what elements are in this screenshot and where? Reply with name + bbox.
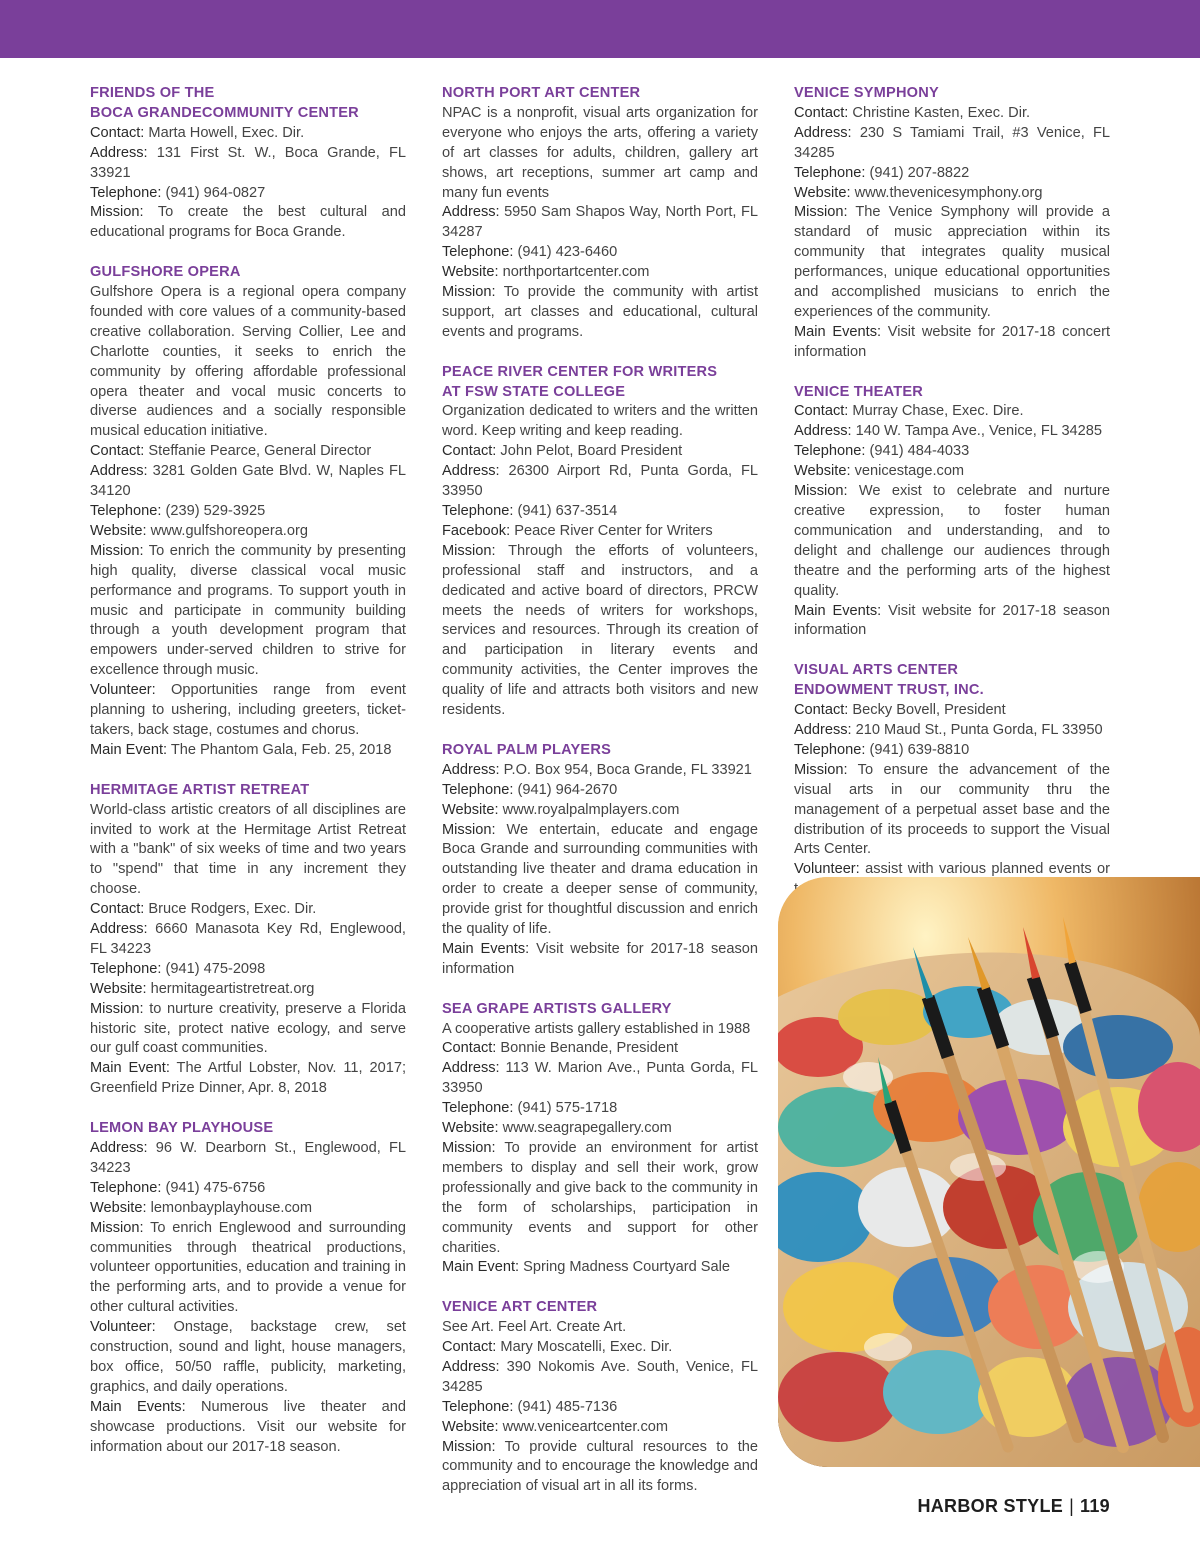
field-label: Telephone: xyxy=(794,443,866,460)
page-footer xyxy=(917,1494,1110,1518)
field-value: Visit website for 2017-18 season information xyxy=(794,602,1110,639)
field-value: To create the best cultural and educational programs for Boca Grande. xyxy=(90,204,407,241)
field-value: (941) 964-0827 xyxy=(165,184,266,201)
entry-title: HERMITAGE ARTIST RETREAT xyxy=(90,781,310,798)
field-value: (941) 207-8822 xyxy=(869,164,970,181)
entry-title: NORTH PORT ART CENTER xyxy=(442,85,641,101)
field-value: P.O. Box 954, Boca Grande, FL 33921 xyxy=(503,761,752,778)
directory-entry xyxy=(442,84,758,343)
entry-field xyxy=(442,522,758,542)
magazine-name: HARBOR STYLE xyxy=(917,1496,1064,1516)
entry-description: World-class artistic creators of all disciplines are invited to work at the Hermitage Artist Retreat with a "bank" of six weeks of time and two years to "spend" that time in any increment they choose. xyxy=(90,801,406,898)
entry-field xyxy=(90,1199,406,1219)
field-label: Website: xyxy=(794,463,851,480)
field-label: Telephone: xyxy=(442,781,514,798)
field-label: Telephone: xyxy=(442,244,514,261)
entry-field xyxy=(794,462,1110,482)
field-label: Mission: xyxy=(442,1139,496,1156)
field-value: Visit website for 2017-18 season information xyxy=(442,940,758,977)
directory-entry xyxy=(442,363,758,721)
entry-field xyxy=(442,940,758,980)
field-label: Website: xyxy=(442,1418,499,1435)
field-value: 6660 Manasota Key Rd, Englewood, FL 34223 xyxy=(90,921,406,957)
entry-title: PEACE RIVER CENTER FOR WRITERS xyxy=(442,363,718,380)
field-label: Address: xyxy=(90,1139,148,1156)
field-value: Bonnie Benande, President xyxy=(500,1040,679,1057)
field-value: Murray Chase, Exec. Dire. xyxy=(852,403,1024,420)
field-label: Website: xyxy=(794,184,851,201)
field-label: Main Events: xyxy=(794,602,882,619)
entry-field xyxy=(442,263,758,283)
entry-field xyxy=(442,1059,758,1099)
field-label: Contact: xyxy=(442,1339,497,1356)
field-label: Website: xyxy=(442,801,499,818)
field-value[interactable]: venicestage.com xyxy=(854,463,965,480)
field-label: Telephone: xyxy=(90,503,162,520)
field-value[interactable]: www.veniceartcenter.com xyxy=(502,1418,669,1435)
field-value: We exist to celebrate and nurture creative expression, to foster human communication and understanding, and to delight and challenge our audiences through theatre and the performing arts of the highest quality. xyxy=(794,483,1110,599)
field-value: 96 W. Dearborn St., Englewood, FL 34223 xyxy=(90,1139,406,1176)
field-value: Christine Kasten, Exec. Dir. xyxy=(852,104,1031,121)
entry-field xyxy=(90,980,406,1000)
entry-field xyxy=(442,462,758,502)
field-label: Contact: xyxy=(794,702,849,719)
entry-field xyxy=(442,1438,758,1498)
field-label: Mission: xyxy=(90,204,144,221)
field-label: Mission: xyxy=(90,542,144,559)
page-number: 119 xyxy=(1080,1496,1110,1516)
entry-field xyxy=(442,442,758,462)
entry-title: ENDOWMENT TRUST, INC. xyxy=(794,682,984,699)
directory-column-3 xyxy=(794,84,1110,940)
field-label: Website: xyxy=(90,980,147,997)
directory-entry xyxy=(794,84,1110,363)
directory-column-1 xyxy=(90,84,406,1477)
field-label: Mission: xyxy=(442,542,496,559)
field-label: Main Event: xyxy=(90,741,168,758)
field-value: To enrich the community by presenting high quality, diverse classical vocal music performance and programs. To support youth in music and participate in community building through a youth development program that empowers under-served children to strive for excellence through music. xyxy=(90,542,406,679)
entry-field xyxy=(794,104,1110,124)
directory-entry xyxy=(90,1119,406,1457)
field-label: Contact: xyxy=(794,403,849,420)
directory-entry xyxy=(90,263,406,761)
entry-title: VENICE THEATER xyxy=(794,383,924,400)
field-value: Opportunities range from event planning to ushering, including greeters, ticket-takers, back stage, costumes and chorus. xyxy=(90,682,406,738)
entry-description: A cooperative artists gallery established in 1988 xyxy=(442,1020,751,1037)
field-value: John Pelot, Board President xyxy=(500,443,683,460)
field-label: Mission: xyxy=(794,483,848,500)
field-label: Mission: xyxy=(90,1219,144,1236)
entry-field xyxy=(794,323,1110,363)
field-value: To provide cultural resources to the community and to encourage the knowledge and appreciation of visual art in all its forms. xyxy=(442,1438,758,1495)
entry-title: VISUAL ARTS CENTER xyxy=(794,662,959,679)
entry-description: Organization dedicated to writers and the written word. Keep writing and keep reading. xyxy=(442,403,758,440)
field-label: Address: xyxy=(442,1358,500,1375)
field-label: Contact: xyxy=(442,443,497,460)
field-value: to nurture creativity, preserve a Florida historic site, protect native ecology, and serve our gulf coast communities. xyxy=(90,1000,406,1057)
field-value: To ensure the advancement of the visual arts in our community thru the management of a perpetual asset base and the distribution of its proceeds to support the Visual Arts Center. xyxy=(794,761,1110,858)
field-label: Address: xyxy=(442,761,500,778)
field-value[interactable]: northportartcenter.com xyxy=(502,264,650,281)
directory-column-2 xyxy=(442,84,758,1517)
entry-title: LEMON BAY PLAYHOUSE xyxy=(90,1120,274,1137)
entry-title: VENICE ART CENTER xyxy=(442,1299,598,1316)
field-value: Visit website for 2017-18 concert information xyxy=(794,323,1110,360)
entry-field xyxy=(794,761,1110,861)
field-value: We entertain, educate and engage Boca Grande and surrounding communities with outstanding live theater and drama education in order to create a deeper sense of community, provide grist for thoughtful discussion and enrich the quality of life. xyxy=(442,821,758,938)
field-label: Telephone: xyxy=(442,1100,514,1117)
field-value[interactable]: www.thevenicesymphony.org xyxy=(854,184,1043,201)
field-label: Address: xyxy=(442,204,500,221)
field-value: Peace River Center for Writers xyxy=(514,522,713,539)
field-value[interactable]: www.gulfshoreopera.org xyxy=(150,522,308,539)
entry-field xyxy=(442,502,758,522)
field-label: Address: xyxy=(90,921,148,938)
entry-field xyxy=(90,542,406,681)
entry-field xyxy=(90,1139,406,1179)
entry-field xyxy=(794,164,1110,184)
field-value: Spring Madness Courtyard Sale xyxy=(523,1259,730,1276)
entry-field xyxy=(442,1358,758,1398)
entry-field xyxy=(90,960,406,980)
directory-entry xyxy=(442,1000,758,1279)
entry-title: ROYAL PALM PLAYERS xyxy=(442,741,612,758)
field-value: To enrich Englewood and surrounding communities through theatrical productions, volunteer opportunities, education and training in the performing arts, and to provide a venue for other cultural activities. xyxy=(90,1219,407,1316)
field-label: Telephone: xyxy=(442,1398,514,1415)
field-value: 131 First St. W., Boca Grande, FL 33921 xyxy=(90,144,406,181)
field-label: Main Event: xyxy=(90,1060,170,1077)
entry-field xyxy=(90,1059,406,1099)
field-value: 26300 Airport Rd, Punta Gorda, FL 33950 xyxy=(442,463,758,500)
paint-palette-with-brushes-image xyxy=(778,877,1200,1467)
entry-field xyxy=(90,184,406,204)
field-label: Address: xyxy=(442,463,500,480)
entry-field xyxy=(794,741,1110,761)
entry-description: See Art. Feel Art. Create Art. xyxy=(442,1319,627,1336)
field-label: Mission: xyxy=(794,204,848,221)
field-value: Bruce Rodgers, Exec. Dir. xyxy=(148,901,317,918)
field-value[interactable]: lemonbayplayhouse.com xyxy=(150,1199,313,1216)
field-label: Website: xyxy=(90,522,147,539)
field-value: (941) 575-1718 xyxy=(517,1100,618,1117)
field-value: To provide the community with artist support, art classes and educational, cultural events and programs. xyxy=(442,284,759,340)
field-value: The Venice Symphony will provide a standard of music appreciation within its community that integrates quality musical performances, unique educational opportunities and accomplished musicians to enrich the experiences of the community. xyxy=(794,204,1111,320)
field-value: 3281 Golden Gate Blvd. W, Naples FL 34120 xyxy=(90,463,406,500)
entry-field xyxy=(442,1119,758,1139)
entry-field xyxy=(90,920,406,960)
entry-field xyxy=(442,203,758,243)
entry-field xyxy=(90,1318,406,1398)
field-value[interactable]: hermitageartistretreat.org xyxy=(150,980,315,997)
field-value: (941) 637-3514 xyxy=(517,503,618,520)
field-label: Address: xyxy=(90,463,148,480)
field-value: 230 S Tamiami Trail, #3 Venice, FL 34285 xyxy=(794,124,1110,161)
field-label: Facebook: xyxy=(442,522,511,539)
field-label: Address: xyxy=(794,721,852,738)
entry-field xyxy=(90,1000,406,1060)
entry-field xyxy=(794,701,1110,721)
entry-field xyxy=(794,203,1110,322)
field-value: (239) 529-3925 xyxy=(165,503,266,520)
footer-separator: | xyxy=(1069,1496,1075,1516)
entry-field xyxy=(794,602,1110,642)
entry-field xyxy=(794,402,1110,422)
field-label: Main Events: xyxy=(442,940,530,957)
field-label: Telephone: xyxy=(794,741,866,758)
field-value[interactable]: www.royalpalmplayers.com xyxy=(502,801,680,818)
entry-field xyxy=(442,1338,758,1358)
field-value: (941) 639-8810 xyxy=(869,741,970,758)
entry-field xyxy=(442,1398,758,1418)
field-label: Address: xyxy=(442,1060,500,1077)
field-label: Telephone: xyxy=(90,960,162,977)
field-label: Contact: xyxy=(90,443,145,460)
entry-description: Gulfshore Opera is a regional opera company founded with core values of a community-based creative collaboration. Serving Collier, Lee and Charlotte counties, it seeks to enrich the community by offering affordable professional opera theater and vocal music concerts to diverse audiences and a socially responsible musical education initiative. xyxy=(90,284,406,440)
entry-field xyxy=(90,462,406,502)
entry-title: GULFSHORE OPERA xyxy=(90,264,241,281)
entry-field xyxy=(90,681,406,741)
field-label: Contact: xyxy=(794,104,849,121)
entry-field xyxy=(442,1039,758,1059)
field-label: Mission: xyxy=(442,1438,496,1455)
entry-field xyxy=(90,442,406,462)
field-label: Volunteer: xyxy=(90,682,156,699)
field-label: Contact: xyxy=(90,901,145,918)
entry-field xyxy=(442,781,758,801)
field-label: Telephone: xyxy=(90,184,162,201)
field-value: The Artful Lobster, Nov. 11, 2017; Greenfield Prize Dinner, Apr. 8, 2018 xyxy=(90,1060,407,1097)
entry-field xyxy=(442,542,758,721)
field-label: Website: xyxy=(442,1120,499,1137)
field-label: Mission: xyxy=(90,1000,144,1017)
entry-field xyxy=(442,243,758,263)
entry-field xyxy=(794,124,1110,164)
field-value: 5950 Sam Shapos Way, North Port, FL 34287 xyxy=(442,204,758,241)
field-value: Marta Howell, Exec. Dir. xyxy=(148,124,305,141)
entry-field xyxy=(794,422,1110,442)
entry-field xyxy=(794,442,1110,462)
field-value: Onstage, backstage crew, set construction, sound and light, house managers, box office, 50/50 raffle, publicity, marketing, graphics, and daily operations. xyxy=(90,1319,406,1395)
field-label: Website: xyxy=(90,1199,147,1216)
field-label: Volunteer: xyxy=(794,861,860,878)
field-value: (941) 484-4033 xyxy=(869,443,970,460)
entry-field xyxy=(442,801,758,821)
field-label: Telephone: xyxy=(90,1179,162,1196)
field-value: 140 W. Tampa Ave., Venice, FL 34285 xyxy=(855,423,1103,440)
field-label: Telephone: xyxy=(794,164,866,181)
field-label: Main Events: xyxy=(90,1398,186,1415)
directory-entry xyxy=(442,741,758,980)
field-value: (941) 964-2670 xyxy=(517,781,618,798)
entry-field xyxy=(90,1398,406,1458)
entry-field xyxy=(442,1258,758,1278)
field-value: (941) 485-7136 xyxy=(517,1398,618,1415)
header-color-bar xyxy=(0,0,1200,58)
entry-title: VENICE SYMPHONY xyxy=(794,85,939,101)
entry-field xyxy=(90,741,406,761)
entry-title: SEA GRAPE ARTISTS GALLERY xyxy=(442,1000,672,1017)
entry-field xyxy=(794,184,1110,204)
field-value: To provide an environment for artist members to display and sell their work, grow professionally and give back to the community in the form of scholarships, participation in community events and support for other charities. xyxy=(442,1139,758,1256)
field-value: Becky Bovell, President xyxy=(852,702,1006,719)
directory-entry xyxy=(90,84,406,243)
field-label: Address: xyxy=(794,124,852,141)
entry-title: AT FSW STATE COLLEGE xyxy=(442,383,626,400)
entry-field xyxy=(794,482,1110,601)
entry-field xyxy=(90,144,406,184)
entry-field xyxy=(794,721,1110,741)
field-label: Volunteer: xyxy=(90,1319,156,1336)
entry-field xyxy=(442,1139,758,1258)
entry-field xyxy=(90,1179,406,1199)
field-label: Address: xyxy=(90,144,148,161)
field-value: 390 Nokomis Ave. South, Venice, FL 34285 xyxy=(442,1358,758,1395)
entry-title: FRIENDS OF THE xyxy=(90,85,215,101)
field-value: 113 W. Marion Ave., Punta Gorda, FL 33950 xyxy=(442,1060,758,1097)
field-value: (941) 423-6460 xyxy=(517,244,618,261)
field-value: Through the efforts of volunteers, professional staff and instructors, and a dedicated and active board of directors, PRCW meets the needs of writers for workshops, services and resources. Through its creation of and participation in literary events and community activities, the Center improves the quality of life and attracts both visitors and new residents. xyxy=(442,542,758,719)
entry-field xyxy=(90,502,406,522)
field-label: Main Events: xyxy=(794,323,882,340)
field-label: Address: xyxy=(794,423,852,440)
field-label: Mission: xyxy=(442,284,496,301)
field-label: Main Event: xyxy=(442,1259,520,1276)
field-label: Mission: xyxy=(442,821,496,838)
entry-field xyxy=(90,522,406,542)
field-value: The Phantom Gala, Feb. 25, 2018 xyxy=(170,741,392,758)
entry-field xyxy=(90,1219,406,1319)
field-label: Mission: xyxy=(794,761,848,778)
field-value: Mary Moscatelli, Exec. Dir. xyxy=(500,1339,673,1356)
field-value[interactable]: www.seagrapegallery.com xyxy=(502,1120,672,1137)
entry-field xyxy=(90,124,406,144)
field-label: Telephone: xyxy=(442,503,514,520)
entry-field xyxy=(442,761,758,781)
entry-field xyxy=(90,203,406,243)
entry-field xyxy=(442,1099,758,1119)
entry-field xyxy=(442,283,758,343)
entry-field xyxy=(442,1418,758,1438)
entry-field xyxy=(90,900,406,920)
directory-entry xyxy=(794,383,1110,642)
field-label: Contact: xyxy=(90,124,145,141)
field-value: (941) 475-2098 xyxy=(165,960,266,977)
entry-description: NPAC is a nonprofit, visual arts organization for everyone who enjoys the arts, offering a variety of art classes for adults, children, gallery art shows, art receptions, summer art camp and many fun events xyxy=(442,104,758,201)
field-value: 210 Maud St., Punta Gorda, FL 33950 xyxy=(855,721,1103,738)
field-label: Website: xyxy=(442,264,499,281)
entry-title: BOCA GRANDECOMMUNITY CENTER xyxy=(90,104,359,121)
directory-entry xyxy=(442,1298,758,1497)
field-value: Numerous live theater and showcase productions. Visit our website for information about our 2017-18 season. xyxy=(90,1398,406,1455)
field-value: Steffanie Pearce, General Director xyxy=(148,443,372,460)
field-value: (941) 475-6756 xyxy=(165,1179,266,1196)
field-value: assist with various planned events or xyxy=(865,861,1110,878)
entry-field xyxy=(442,821,758,940)
directory-entry xyxy=(90,781,406,1100)
field-label: Contact: xyxy=(442,1040,497,1057)
